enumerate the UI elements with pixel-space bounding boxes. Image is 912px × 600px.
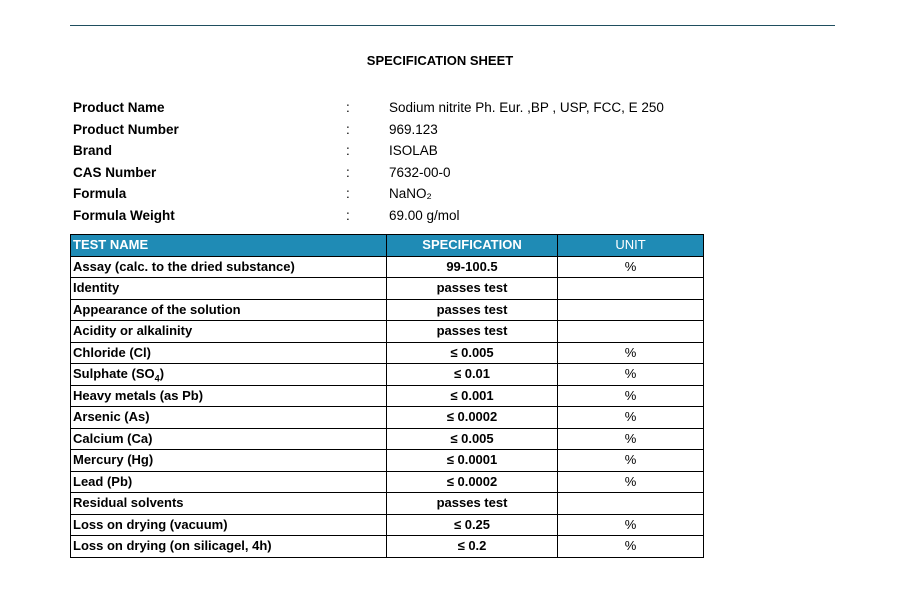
info-label: Formula Weight: [73, 207, 175, 223]
table-row: [71, 385, 704, 407]
specification-cell: ≤ 0.25: [387, 514, 558, 536]
info-value: 7632-00-0: [389, 164, 451, 180]
info-value: 969.123: [389, 121, 438, 137]
table-header-row: [71, 235, 704, 257]
unit-cell: %: [558, 364, 704, 386]
info-colon: :: [346, 121, 350, 137]
unit-cell: %: [558, 514, 704, 536]
specification-cell: ≤ 0.001: [387, 385, 558, 407]
info-label: Product Number: [73, 121, 179, 137]
table-row: [71, 471, 704, 493]
test-name-cell: Loss on drying (on silicagel, 4h): [71, 536, 387, 558]
test-name-tail: ): [159, 366, 165, 381]
table-row: [71, 450, 704, 472]
info-colon: :: [346, 100, 350, 115]
table-row: [71, 364, 704, 386]
info-value: NaNO₂: [389, 186, 432, 202]
test-name-cell: [71, 364, 387, 386]
info-value: Sodium nitrite Ph. Eur. ,BP , USP, FCC, E 250: [389, 100, 664, 115]
specification-cell: ≤ 0.0001: [387, 450, 558, 472]
specification-cell: passes test: [387, 278, 558, 300]
unit-cell: [558, 299, 704, 321]
unit-cell: %: [558, 385, 704, 407]
unit-cell: [558, 321, 704, 343]
table-row: [71, 428, 704, 450]
table-row: [71, 407, 704, 429]
unit-cell: %: [558, 256, 704, 278]
specification-cell: passes test: [387, 321, 558, 343]
document-title: SPECIFICATION SHEET: [366, 53, 514, 68]
test-name-cell: Mercury (Hg): [71, 450, 387, 472]
test-name-cell: Identity: [71, 278, 387, 300]
unit-cell: %: [558, 471, 704, 493]
specification-cell: passes test: [387, 299, 558, 321]
table-row: [71, 299, 704, 321]
unit-cell: [558, 493, 704, 515]
test-name-cell: Assay (calc. to the dried substance): [71, 256, 387, 278]
specification-cell: ≤ 0.005: [387, 428, 558, 450]
test-name-cell: Heavy metals (as Pb): [71, 385, 387, 407]
unit-cell: [558, 278, 704, 300]
info-label: Brand: [73, 143, 113, 159]
specification-cell: 99-100.5: [387, 256, 558, 278]
specification-cell: passes test: [387, 493, 558, 515]
table-row: [71, 493, 704, 515]
test-name-cell: Acidity or alkalinity: [71, 321, 387, 343]
test-name-cell: Arsenic (As): [71, 407, 387, 429]
info-colon: :: [346, 164, 350, 180]
table-row: [71, 321, 704, 343]
unit-cell: %: [558, 342, 704, 364]
test-name-cell: Appearance of the solution: [71, 299, 387, 321]
info-colon: :: [346, 186, 350, 202]
column-header-specification: SPECIFICATION: [387, 235, 558, 257]
test-name-cell: Lead (Pb): [71, 471, 387, 493]
test-name-cell: Chloride (Cl): [71, 342, 387, 364]
specification-cell: ≤ 0.0002: [387, 407, 558, 429]
specification-cell: ≤ 0.005: [387, 342, 558, 364]
test-name-main: Sulphate (SO: [73, 366, 155, 381]
specification-table: [70, 234, 704, 558]
specification-cell: ≤ 0.2: [387, 536, 558, 558]
table-row: [71, 342, 704, 364]
specification-cell: ≤ 0.0002: [387, 471, 558, 493]
table-row: [71, 536, 704, 558]
table-row: [71, 514, 704, 536]
test-name-subscript: 4: [154, 373, 160, 384]
specification-cell: ≤ 0.01: [387, 364, 558, 386]
unit-cell: %: [558, 536, 704, 558]
info-value: ISOLAB: [389, 143, 438, 159]
info-colon: :: [346, 207, 350, 223]
unit-cell: %: [558, 450, 704, 472]
column-header-test-name: TEST NAME: [71, 235, 387, 257]
table-row: [71, 278, 704, 300]
header-rule: [70, 25, 835, 26]
info-label: Formula: [73, 186, 127, 202]
test-name-cell: Residual solvents: [71, 493, 387, 515]
column-header-unit: UNIT: [558, 235, 704, 257]
table-row: [71, 256, 704, 278]
info-colon: :: [346, 143, 350, 159]
test-name-cell: Calcium (Ca): [71, 428, 387, 450]
info-value: 69.00 g/mol: [389, 207, 460, 223]
unit-cell: %: [558, 428, 704, 450]
unit-cell: %: [558, 407, 704, 429]
test-name-cell: Loss on drying (vacuum): [71, 514, 387, 536]
info-label: CAS Number: [73, 164, 157, 180]
info-label: Product Name: [73, 100, 165, 115]
